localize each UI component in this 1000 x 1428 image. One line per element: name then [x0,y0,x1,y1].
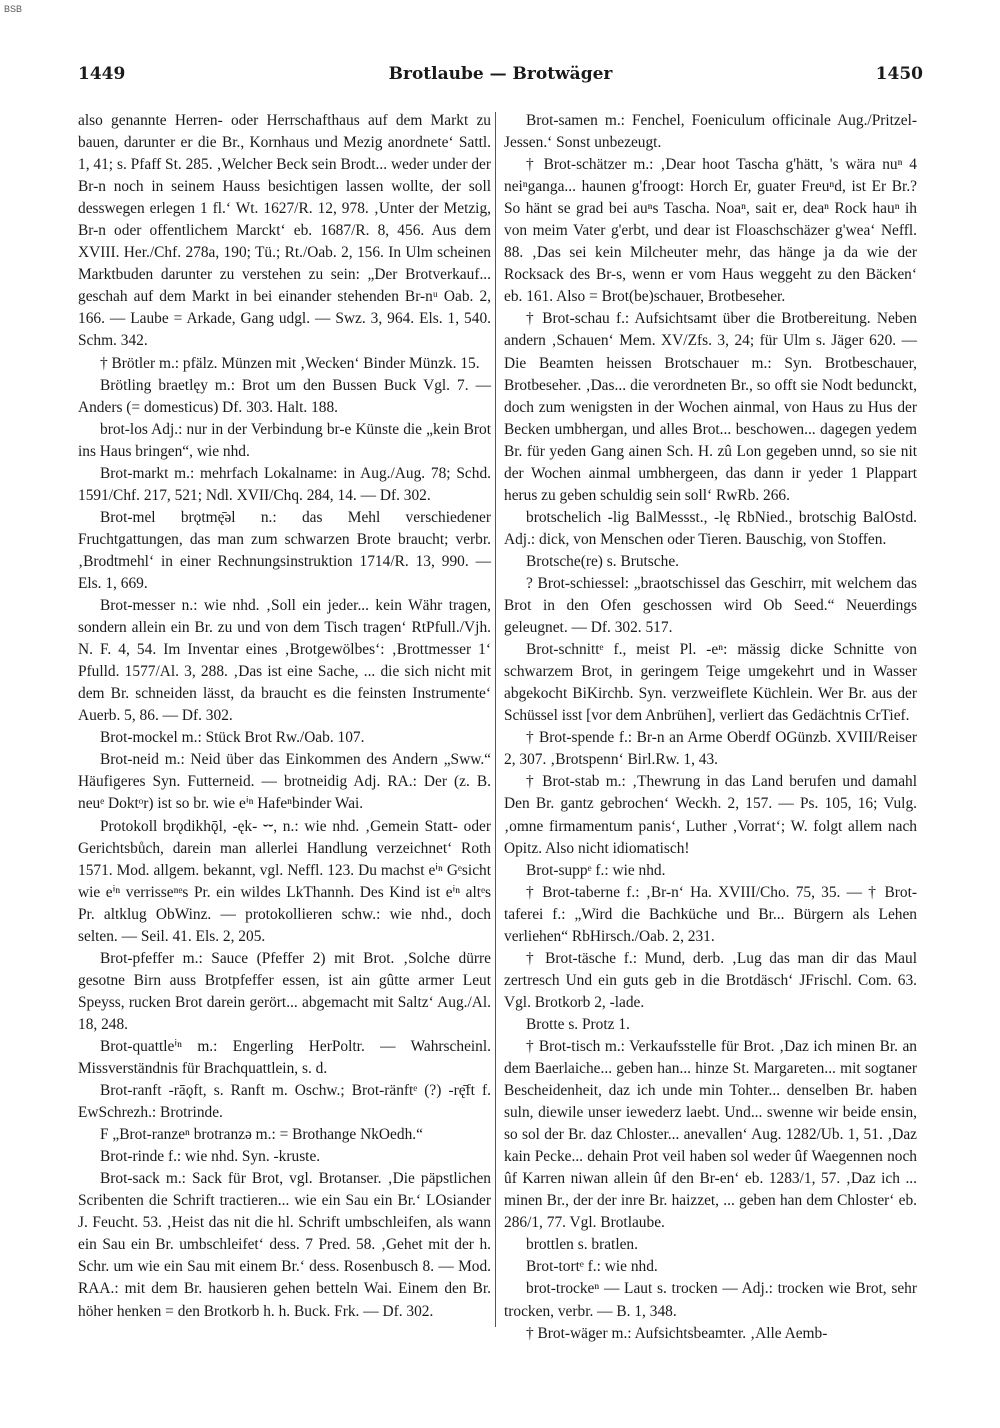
entry-brot-markt: Brot-markt m.: mehrfach Lokalname: in Aug./Aug. 78; Schd. 1591/Chf. 217, 521; Ndl. XVII/Chq. 284, 14. — Df. 302. [78,464,491,504]
entry-brot-ranft: Brot-ranft -rāǫft, s. Ranft m. Oschw.; Brot-ränftᵉ (?) -rę̄ft f. EwSchrezh.: Brotrinde. [78,1082,491,1122]
entry-brot-quattlein: Brot-quattleⁱⁿ m.: Engerling HerPoltr. — Wahrscheinl. Missverständnis für Brachquattlein, s. d. [78,1037,491,1078]
entry-brot-taesche: † Brot-täsche f.: Mund, derb. ‚Lug das man dir das Maul zertresch Und ein guts geb in die Brotdäsch‘ JFrischl. Com. 63. Vgl. Brotkorb 2, -lade. [504,949,917,1011]
entry-brot-messer: Brot-messer n.: wie nhd. ‚Soll ein jeder... kein Währ tragen, sondern allein ein Br. zu und von dem Tisch tragen‘ RtPfull./Vjh. N. F. 4, 54. Im Inventar eines ‚Brotgewölbes‘: ‚Brottmesser 1‘ Pfulld. 1577/Al. 3, 288. ‚Das ist eine Sache, ... die sich nicht mit dem Br. schneiden lässt, da braucht es die feinsten Instrumente‘ Auerb. 5, 86. — Df. 302. [78,597,491,725]
entry-brotschelich: brotschelich -lig BalMessst., -lę RbNied., brotschig BalOstd. Adj.: dick, von Menschen oder Tieren. Bauschig, von Stoffen. [504,508,917,548]
entry-brot-stab: † Brot-stab m.: ‚Thewrung in das Land berufen und damahl Den Br. gantz gebrochen‘ Weckh. 2, 157. — Ps. 105, 16; Vulg. ‚omne firmamentum panis‘, Luther ‚Vorrat‘; W. folgt allem nach Opitz. Also nicht idiomatisch! [504,773,917,857]
entry-brot-schnitte: Brot-schnittᵉ f., meist Pl. -eⁿ: mässig dicke Schnitte von schwarzem Brot, in geringem Teige umgekehrt und in Wasser abgekocht BiKirchb. Syn. verzweiflete Küchlein. Wer Br. aus der Schüssel isst [vor dem Anbrühen], verliert das Gedächtnis CrTief. [504,641,917,725]
page-number-right: 1450 [875,64,923,84]
entry-protokoll: Protokoll brǫdikhǭl, -ęk- ⏑⏑, n.: wie nhd. ‚Gemein Statt- oder Gerichtsbůch, darein man allerlei Handlung verzeichnet‘ Roth 1571. Mod. allgem. bekannt, vgl. Neffl. 123. Du machst eⁱⁿ Gᵉsicht wie eⁱⁿ verrisseⁿᵉs Pr. ein wildes LkThannh. Des Kind ist eⁱⁿ altᵉs Pr. altklug ObWinz. — protokollieren schw.: wie nhd., doch selten. — Seil. 41. Els. 2, 205. [78,817,491,945]
entry-brot-ranzen: F „Brot-ranzeⁿ brotranzə m.: = Brothange NkOedh.“ [100,1126,423,1144]
entry-brot-torte: Brot-tortᵉ f.: wie nhd. [526,1258,658,1276]
entry-brot-suppe: Brot-suppᵉ f.: wie nhd. [526,861,666,879]
entry-brot-mel: Brot-mel brǫtmę̄əl n.: das Mehl verschiedener Fruchtgattungen, das man zum schwarzen Brote braucht; verbr. ‚Brodtmehl‘ in einer Rechnungsinstruktion 1714/R. 13, 990. — Els. 1, 669. [78,508,491,592]
right-column [504,110,917,1345]
page-number-left: 1449 [78,64,126,84]
entry-brot-pfeffer: Brot-pfeffer m.: Sauce (Pfeffer 2) mit Brot. ‚Solche dürre gesotne Birn auss Brotpfeffer essen, ist ain gûtte armer Leut Speyss, rucken Brot darein gerört... abgemacht mit Saltz‘ Aug./Al. 18, 248. [78,949,491,1033]
entry-continuation: also genannte Herren- oder Herrschafthaus auf dem Markt zu bauen, darunter er die Br., Kornhaus und Mezig anordnete‘ Sattl. 1, 41; s. Pfaff St. 285. ‚Welcher Beck sein Brodt... weder under der Br-n noch in seinem Hauss besichtigen lassen wollte, der soll desswegen erlegen 1 fl.‘ Wt. 1627/R. 12, 978. ‚Unter der Metzig, Br-n oder offentlichem Marckt‘ eb. 1687/R. 8, 456. Aus dem XVIII. Her./Chf. 278a, 190; Tü.; Rt./Oab. 2, 156. In Ulm scheinen Marktbuden darunter zu verstehen zu sein: „Der Brotverkauf... geschah auf dem Markt in bei einander stehenden Br-nᵘ Oab. 2, 166. — Laube = Arkade, Gang udgl. — Swz. 3, 964. Els. 1, 540. Schm. 342. [78,112,491,350]
running-header [78,64,923,90]
entry-brot-taberne: † Brot-taberne f.: ‚Br-n‘ Ha. XVIII/Cho. 75, 35. — † Brot-taferei f.: „Wird die Bachküche und Br... Bürgern als Lehen verliehen“ RbHirsch./Oab. 2, 231. [504,883,917,945]
entry-brot-waeger: † Brot-wäger m.: Aufsichtsbeamter. ‚Alle Aemb- [526,1324,828,1342]
entry-brot-los: brot-los Adj.: nur in der Verbindung br-e Künste die „kein Brot ins Haus bringen“, wie nhd. [78,420,491,460]
entry-brot-spende: † Brot-spende f.: Br-n an Arme Oberdf OGünzb. XVIII/Reiser 2, 307. ‚Brotspenn‘ Birl.Rw. 1, 43. [504,729,917,769]
entry-brot-schiessel: ? Brot-schiessel: „braotschissel das Geschirr, mit welchem das Brot in den Ofen geschossen wird Ob Seed.“ Neuerdings geleugnet. — Df. 302. 517. [504,574,917,637]
entry-brot-tisch: † Brot-tisch m.: Verkaufsstelle für Brot. ‚Daz ich minen Br. an dem Baerlaiche... geben han... hinze St. Margareten... mit sogtaner Bescheidenheit, daz ich unde min Tohter... denselben Br. haben suln, diewile unser iewederz laebt. Und... swenne wir beide ensin, so sol der Br. daz Chloster... anevallen‘ Aug. 1282/Ub. 1, 51. ‚Daz kain Pecke... dehain Prot veil haben sol weder ûf Waegennen noch ûf Karren niwan allein ûf den Br-en‘ eb. 1283/1, 57. ‚Daz ich ... minen Br., der der inre Br. haizzet, ... geben han dem Chloster‘ eb. 286/1, 77. Vgl. Brotlaube. [504,1037,917,1232]
entry-broetler: † Brötler m.: pfälz. Münzen mit ‚Wecken‘ Binder Münzk. 15. [100,354,480,372]
running-title: Brotlaube — Brotwäger [388,64,613,84]
entry-brot-schaetzer: † Brot-schätzer m.: ‚Dear hoot Tascha g'hätt, 's wära nuⁿ 4 neiⁿganga... haunen g'froogt: Horch Er, guater Freuⁿd, ist Er Br.? So hänt se grad bei auⁿs Tascha. Noaⁿ, sait er, deaⁿ Rock hauⁿ ih von meim Vater g'erbt, und dear ist Floaschschäzer g'wea‘ Neffl. 88. ‚Das sei kein Milcheuter mehr, das hänge ja da wie der Rocksack des Br-s, wenn er vom Haus weggeht zu den Bäcken‘ eb. 161. Also = Brot(be)schauer, Brotbeseher. [504,156,917,306]
entry-brot-trocken: brot-trockeⁿ — Laut s. trocken — Adj.: trocken wie Brot, sehr trocken, verbr. — B. 1, 348. [504,1280,917,1320]
left-column [78,110,491,1323]
entry-brot-rinde: Brot-rinde f.: wie nhd. Syn. -kruste. [100,1148,321,1166]
entry-broetling: Brötling braetlęy m.: Brot um den Bussen Buck Vgl. 7. — Anders (= domesticus) Df. 303. Halt. 188. [78,376,491,416]
column-divider [495,112,496,1327]
entry-brotte: Brotte s. Protz 1. [526,1015,630,1033]
entry-brot-neid: Brot-neid m.: Neid über das Einkommen des Andern „Sww.“ Häufigeres Syn. Futterneid. — brotneidig Adj. RA.: Der (z. B. neuᵉ Doktᵒr) ist so br. wie eⁱⁿ Hafeⁿbinder Wai. [78,751,491,813]
entry-brot-mockel: Brot-mockel m.: Stück Brot Rw./Oab. 107. [100,729,365,747]
entry-brot-samen: Brot-samen m.: Fenchel, Foeniculum officinale Aug./Pritzel-Jessen.‘ Sonst unbezeugt. [504,112,917,152]
entry-brot-sack: Brot-sack m.: Sack für Brot, vgl. Brotanser. ‚Die päpstlichen Scribenten die Schrift tractieren... wie ein Sau ein Br.‘ LOsiander J. Feucht. 53. ‚Heist das nit die hl. Schrift umbschleifen, als wann ein Sau ein Br. umbschleifet‘ dess. 7 Pred. 58. ‚Gehet mit der h. Schr. um wie ein Sau mit einem Br.‘ dess. Rosenbusch 8. — Mod. RAA.: mit dem Br. hausieren gehen betteln Wai. Einem den Br. höher henken = den Brotkorb h. h. Buck. Frk. — Df. 302. [78,1170,491,1320]
entry-brotsche: Brotsche(re) s. Brutsche. [526,552,680,570]
library-corner-mark: BSB [4,4,23,14]
entry-brottlen: brottlen s. bratlen. [526,1236,638,1254]
entry-brot-schau: † Brot-schau f.: Aufsichtsamt über die Brotbereitung. Neben andern ‚Schauen‘ Mem. XV/Zfs. 3, 24; für Ulm s. Jäger 620. — Die Beamten heissen Brotschauer m.: Syn. Brotbeschauer, Brotbeseher. ‚Das... die verordneten Br., so offt sie Nodt bedunckt, doch zum wenigsten in der Wochen ainmal, von Haus zu Hus der Becken umbhergan, und alles Brot... beschowen... dagegen yedem Br. für yeden Gang ainen Sch. H. zû Lon gegeben unnd, so sie nit der Wochen ainmal umbhergeen, das dann ir yeder 1 Plappart herus zu geben schuldig sein soll‘ RwRb. 266. [504,310,917,504]
